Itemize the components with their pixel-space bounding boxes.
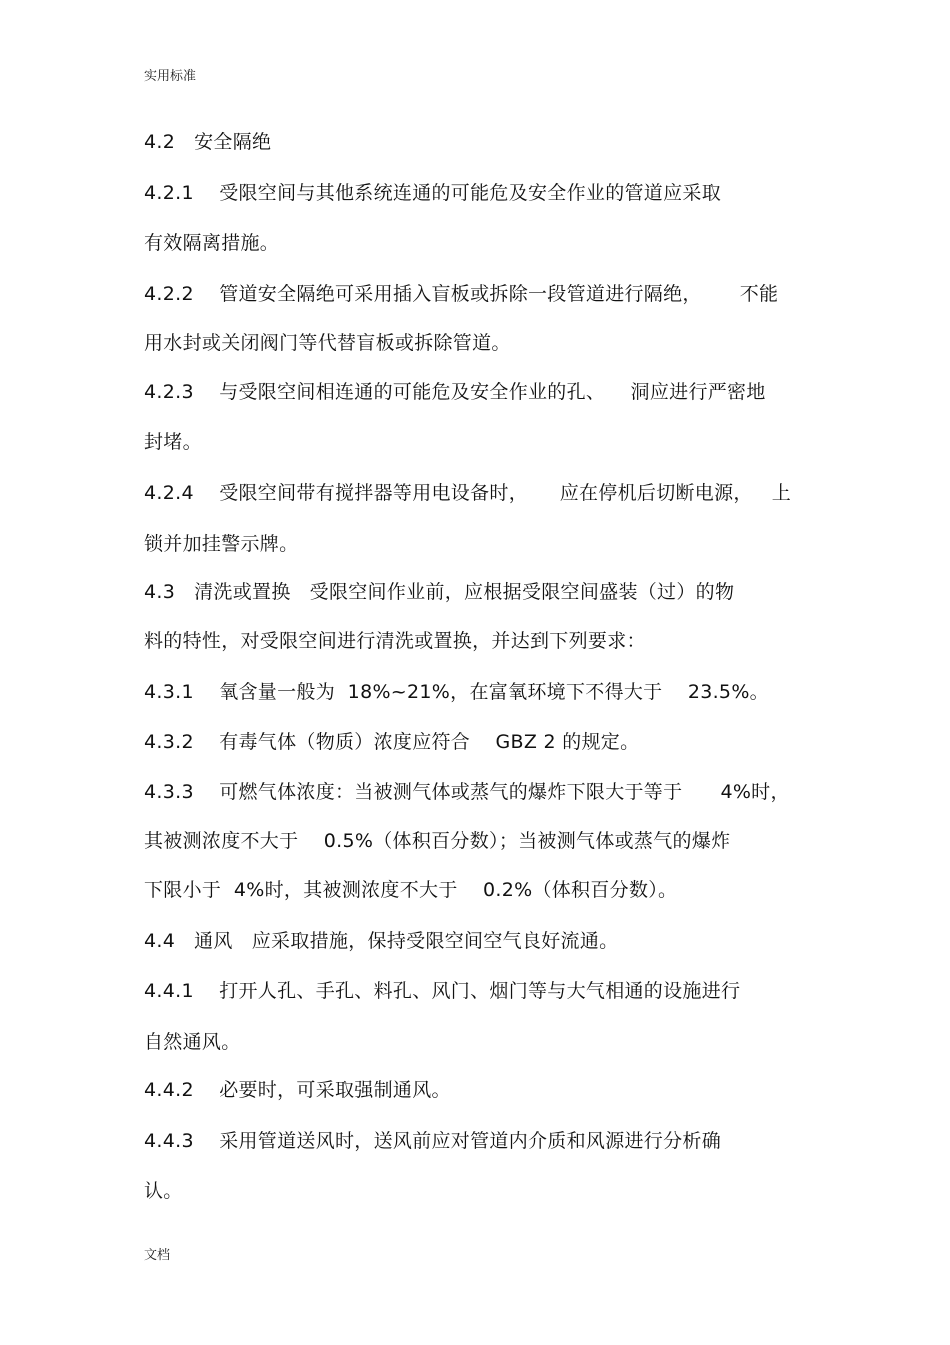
paragraph-line: 封堵。 — [144, 431, 202, 453]
paragraph-line: 自然通风。 — [144, 1031, 241, 1053]
paragraph-line: 认。 — [144, 1180, 183, 1202]
paragraph-line: 4.4.3 采用管道送风时，送风前应对管道内介质和风源进行分析确 — [144, 1130, 722, 1152]
paragraph-line: 其被测浓度不大于 0.5%（体积百分数）；当被测气体或蒸气的爆炸 — [144, 830, 731, 852]
paragraph-line: 下限小于 4%时，其被测浓度不大于 0.2%（体积百分数）。 — [144, 879, 678, 901]
page-footer: 文档 — [144, 1248, 171, 1263]
paragraph-line: 用水封或关闭阀门等代替盲板或拆除管道。 — [144, 332, 511, 354]
paragraph-line: 4.4.2 必要时，可采取强制通风。 — [144, 1079, 451, 1101]
page-header: 实用标准 — [144, 69, 197, 84]
section-heading: 4.3 清洗或置换 受限空间作业前，应根据受限空间盛装（过）的物 — [144, 581, 735, 603]
section-heading: 4.2 安全隔绝 — [144, 131, 272, 153]
paragraph-line: 4.4.1 打开人孔、手孔、料孔、风门、烟门等与大气相通的设施进行 — [144, 980, 741, 1002]
paragraph-line: 有效隔离措施。 — [144, 232, 280, 254]
paragraph-line: 4.2.4 受限空间带有搅拌器等用电设备时， 应在停机后切断电源， 上 — [144, 482, 792, 504]
paragraph-line: 4.3.3 可燃气体浓度：当被测气体或蒸气的爆炸下限大于等于 4%时， — [144, 781, 790, 803]
paragraph-line: 4.3.2 有毒气体（物质）浓度应符合 GBZ 2 的规定。 — [144, 731, 640, 753]
section-heading: 4.4 通风 应采取措施，保持受限空间空气良好流通。 — [144, 930, 619, 952]
paragraph-line: 4.2.1 受限空间与其他系统连通的可能危及安全作业的管道应采取 — [144, 182, 722, 204]
paragraph-line: 料的特性，对受限空间进行清洗或置换，并达到下列要求： — [144, 630, 646, 652]
paragraph-line: 4.2.3 与受限空间相连通的可能危及安全作业的孔、 洞应进行严密地 — [144, 381, 766, 403]
paragraph-line: 4.3.1 氧含量一般为 18%~21%，在富氧环境下不得大于 23.5%。 — [144, 681, 769, 703]
paragraph-line: 锁并加挂警示牌。 — [144, 533, 299, 555]
paragraph-line: 4.2.2 管道安全隔绝可采用插入盲板或拆除一段管道进行隔绝， 不能 — [144, 283, 779, 305]
